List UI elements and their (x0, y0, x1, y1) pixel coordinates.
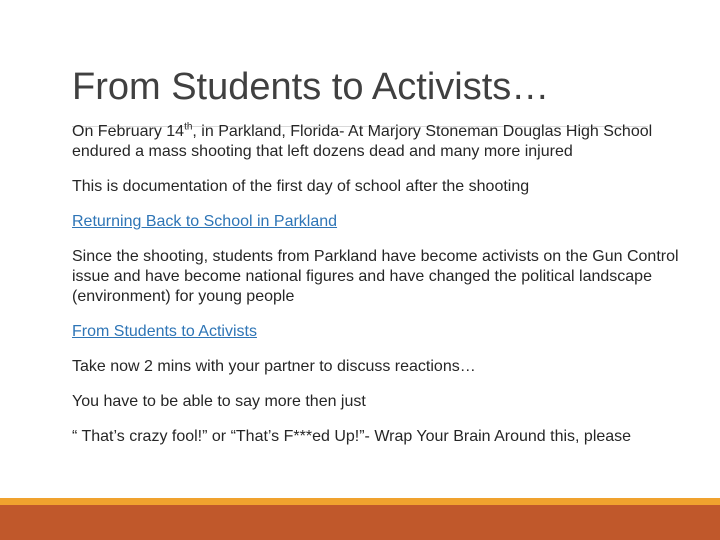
link-from-students-to-activists[interactable]: From Students to Activists (72, 323, 257, 340)
paragraph-link-activists (72, 322, 682, 342)
paragraph-documentation: This is documentation of the first day of school after the shooting (72, 178, 530, 195)
p1-ordinal-suffix: th (184, 121, 193, 133)
slide-content (72, 122, 682, 462)
p1-text-start: On February 14 (72, 123, 185, 140)
paragraph-link-returning (72, 212, 682, 232)
paragraph-shooting-summary (72, 122, 682, 162)
paragraph-discuss: Take now 2 mins with your partner to discuss reactions… (72, 358, 476, 375)
paragraph-quote: “ That’s crazy fool!” or “That’s F***ed Up!”- Wrap Your Brain Around this, please (72, 428, 632, 445)
link-returning-back-to-school[interactable]: Returning Back to School in Parkland (72, 213, 338, 230)
paragraph-activists: Since the shooting, students from Parkland have become activists on the Gun Control issue and have become national figures and have changed the political landscape (environment) for young people (72, 248, 679, 305)
footer-bar (0, 505, 720, 540)
p1-text-end: , in Parkland, Florida- At Marjory Stoneman Douglas High School endured a mass shooting that left dozens dead and many more injured (72, 123, 653, 160)
footer-accent-line (0, 498, 720, 505)
paragraph-say-more: You have to be able to say more then just (72, 393, 366, 410)
slide-title: From Students to Activists… (72, 66, 550, 108)
